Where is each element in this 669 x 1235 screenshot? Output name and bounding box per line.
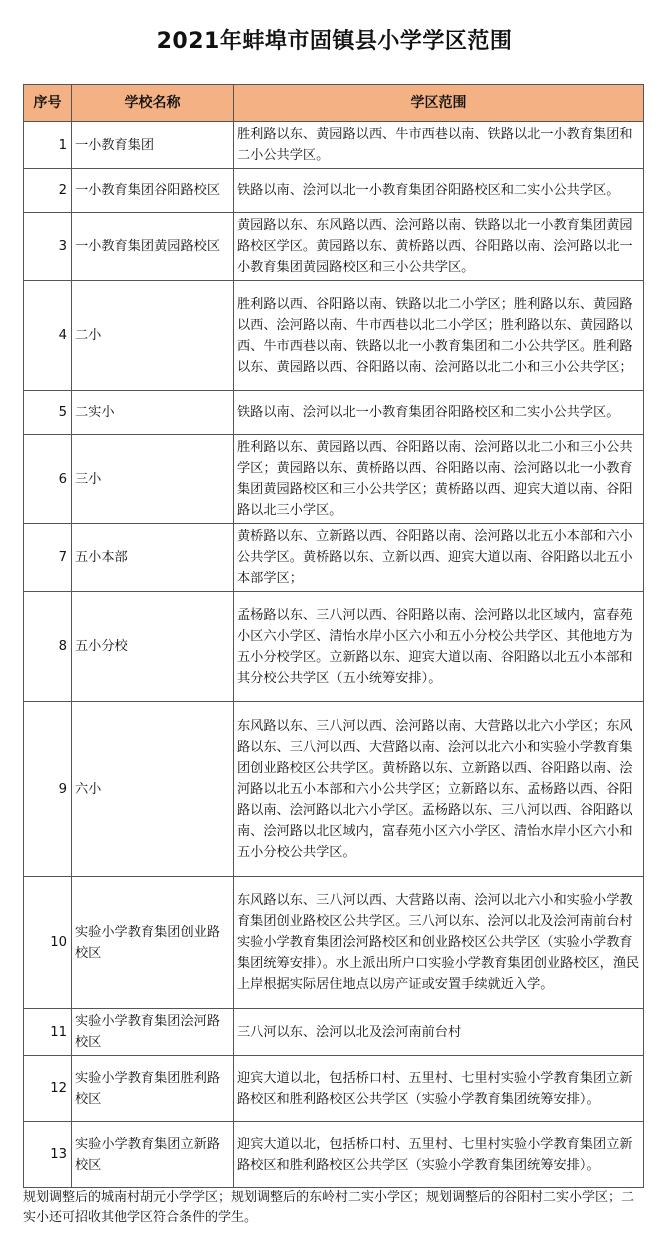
row-school-name: 实验小学教育集团立新路校区 [72, 1122, 234, 1188]
row-school-name: 一小教育集团谷阳路校区 [72, 169, 234, 213]
table-row [24, 435, 644, 524]
row-index: 5 [24, 391, 72, 435]
row-index: 12 [24, 1056, 72, 1122]
row-district-scope: 胜利路以东、黄园路以西、牛市西巷以南、铁路以北一小教育集团和二小公共学区。 [234, 122, 644, 169]
row-index: 7 [24, 524, 72, 592]
page-title: 2021年蚌埠市固镇县小学学区范围 [156, 29, 513, 54]
row-index: 3 [24, 213, 72, 281]
row-district-scope: 东风路以东、三八河以西、浍河路以南、大营路以北六小学区；东风路以东、三八河以西、大营路以南、浍河以北六小和实验小学教育集团创业路校区公共学区。黄桥路以东、立新路以西、谷阳路以南、浍河路以北五小本部和六小公共学区；立新路以东、孟杨路以西、谷阳路以南、浍河路以北六小学区。孟杨路以东、三八河以西、谷阳路以南、浍河路以北区域内，富春苑小区六小学区、清怡水岸小区六小和五小分校公共学区。 [234, 702, 644, 877]
row-school-name: 五小本部 [72, 524, 234, 592]
table-row [24, 877, 644, 1009]
row-district-scope: 铁路以南、浍河以北一小教育集团谷阳路校区和二实小公共学区。 [234, 391, 644, 435]
row-index: 9 [24, 702, 72, 877]
school-district-table [23, 84, 644, 1188]
row-district-scope: 黄园路以东、东风路以西、浍河路以南、铁路以北一小教育集团黄园路校区学区。黄园路以东、黄桥路以西、谷阳路以南、浍河路以北一小教育集团黄园路校区和三小公共学区。 [234, 213, 644, 281]
table-row [24, 1056, 644, 1122]
row-school-name: 六小 [72, 702, 234, 877]
row-school-name: 实验小学教育集团浍河路校区 [72, 1009, 234, 1056]
row-index: 8 [24, 592, 72, 702]
table-row [24, 213, 644, 281]
table-row [24, 169, 644, 213]
table-row [24, 1009, 644, 1056]
table-row [24, 702, 644, 877]
row-school-name: 实验小学教育集团胜利路校区 [72, 1056, 234, 1122]
row-school-name: 实验小学教育集团创业路校区 [72, 877, 234, 1009]
row-district-scope: 孟杨路以东、三八河以西、谷阳路以南、浍河路以北区域内，富春苑小区六小学区、清怡水岸小区六小和五小分校公共学区、其他地方为五小分校学区。立新路以东、迎宾大道以南、谷阳路以北五小本部和其分校公共学区（五小统筹安排）。 [234, 592, 644, 702]
row-index: 11 [24, 1009, 72, 1056]
row-district-scope: 铁路以南、浍河以北一小教育集团谷阳路校区和二实小公共学区。 [234, 169, 644, 213]
row-school-name: 五小分校 [72, 592, 234, 702]
row-school-name: 二小 [72, 281, 234, 391]
row-school-name: 一小教育集团 [72, 122, 234, 169]
header-school-name: 学校名称 [72, 85, 234, 122]
row-index: 13 [24, 1122, 72, 1188]
table-row [24, 1122, 644, 1188]
row-district-scope: 迎宾大道以北，包括桥口村、五里村、七里村实验小学教育集团立新路校区和胜利路校区公共学区（实验小学教育集团统筹安排）。 [234, 1122, 644, 1188]
row-school-name: 一小教育集团黄园路校区 [72, 213, 234, 281]
table-row [24, 122, 644, 169]
row-district-scope: 三八河以东、浍河以北及浍河南前台村 [234, 1009, 644, 1056]
row-district-scope: 黄桥路以东、立新路以西、谷阳路以南、浍河路以北五小本部和六小公共学区。黄桥路以东、立新以西、迎宾大道以南、谷阳路以北五小本部学区； [234, 524, 644, 592]
table-row [24, 391, 644, 435]
table-row [24, 524, 644, 592]
header-district-scope: 学区范围 [234, 85, 644, 122]
row-index: 4 [24, 281, 72, 391]
row-district-scope: 胜利路以东、黄园路以西、谷阳路以南、浍河路以北二小和三小公共学区；黄园路以东、黄桥路以西、谷阳路以南、浍河路以北一小教育集团黄园路校区和三小公共学区；黄桥路以西、迎宾大道以南、谷阳路以北三小学区。 [234, 435, 644, 524]
row-index: 10 [24, 877, 72, 1009]
footnote: 规划调整后的城南村胡元小学学区；规划调整后的东岭村二实小学区；规划调整后的谷阳村二实小学区；二实小还可招收其他学区符合条件的学生。 [23, 1190, 635, 1225]
row-district-scope: 迎宾大道以北，包括桥口村、五里村、七里村实验小学教育集团立新路校区和胜利路校区公共学区（实验小学教育集团统筹安排）。 [234, 1056, 644, 1122]
table-row [24, 281, 644, 391]
row-district-scope: 胜利路以西、谷阳路以南、铁路以北二小学区；胜利路以东、黄园路以西、浍河路以南、牛市西巷以北二小学区；胜利路以东、黄园路以西、牛市西巷以南、铁路以北一小教育集团和二小公共学区。胜利路以东、黄园路以西、谷阳路以南、浍河路以北二小和三小公共学区； [234, 281, 644, 391]
header-index: 序号 [24, 85, 72, 122]
row-index: 1 [24, 122, 72, 169]
row-index: 6 [24, 435, 72, 524]
row-school-name: 三小 [72, 435, 234, 524]
table-header-row [24, 85, 644, 122]
row-index: 2 [24, 169, 72, 213]
row-school-name: 二实小 [72, 391, 234, 435]
table-row [24, 592, 644, 702]
row-district-scope: 东风路以东、三八河以西、大营路以南、浍河以北六小和实验小学教育集团创业路校区公共学区。三八河以东、浍河以北及浍河南前台村实验小学教育集团浍河路校区和创业路校区公共学区（实验小学教育集团统筹安排）。水上派出所户口实验小学教育集团创业路校区，渔民上岸根据实际居住地点以房产证或安置手续就近入学。 [234, 877, 644, 1009]
